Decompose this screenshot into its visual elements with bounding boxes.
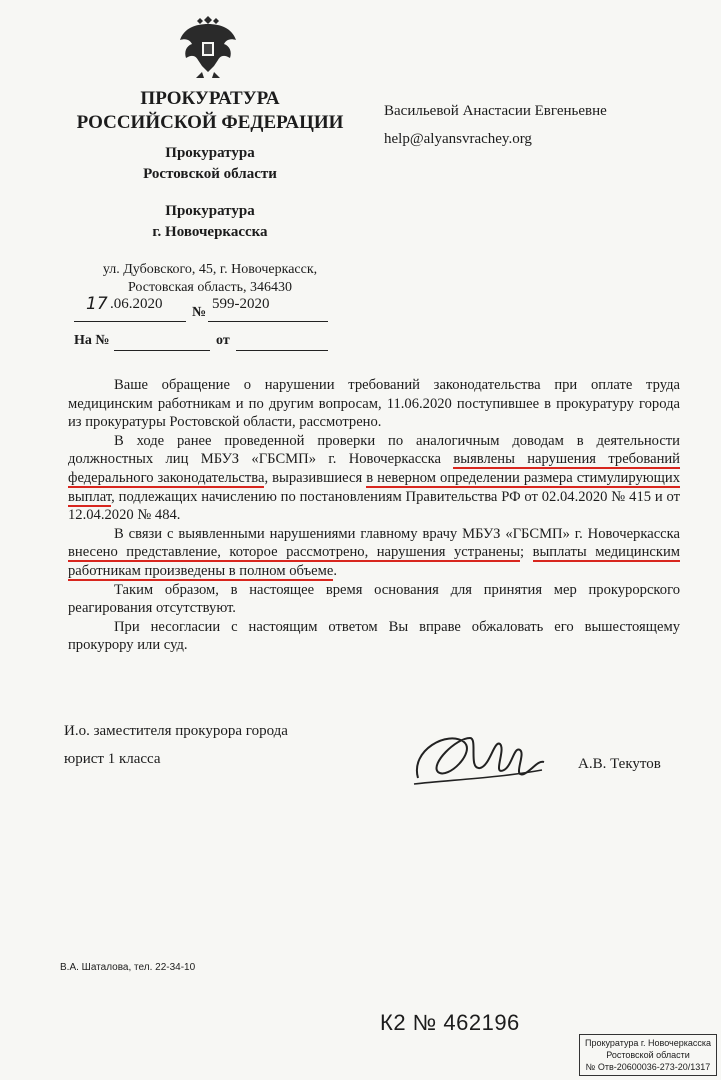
highlight-violations-found: выявлены нарушения требований федерального законодательства [68,451,680,486]
signatory-name: А.В. Текутов [578,756,661,772]
address-line2: Ростовская область, 346430 [127,280,293,295]
address-line1: ул. Дубовского, 45, г. Новочеркасск, [102,262,318,277]
org-title-line2: РОССИЙСКОЙ ФЕДЕРАЦИИ [76,112,344,133]
coat-of-arms-icon [178,10,238,78]
regional-office-line2: Ростовской области [143,166,277,182]
org-title-line1: ПРОКУРАТУРА [140,88,280,109]
handwritten-signature [408,720,548,796]
letter-body [68,376,680,655]
paragraph-2: В ходе ранее проведенной проверки по аналогичным доводам в деятельности должностных лиц МБУЗ «ГБСМП» г. Новочеркасска выявлены нарушения требований федерального законодательства, выразившиеся в неверном определении размера стимулирующих выплат, подлежащих начислению по постановлениям Правительства РФ от 02.04.2020 № 415 и от 12.04.2020 № 484. [68,432,680,524]
highlight-violations-remedied: внесено представление, которое рассмотрено, нарушения устранены [68,544,521,561]
signatory-rank: юрист 1 класса [64,751,161,767]
paragraph-1: Ваше обращение о нарушении требований законодательства при оплате труда медицинским работникам и по другим вопросам, 11.06.2020 поступившее в прокуратуру города из прокуратуры Ростовской области, рассмотрено. [68,377,680,431]
recipient-email: help@alyansvrachey.org [384,131,532,147]
stamp-line2: Ростовской области [606,1050,690,1060]
highlight-payments-made: выплаты медицинским работникам произведены в полном объеме [68,544,680,579]
number-sign: № [192,305,207,320]
stamp-line1: Прокуратура г. Новочеркасска [584,1038,712,1048]
paragraph-5: При несогласии с настоящим ответом Вы вправе обжаловать его вышестоящему прокурору или суд. [68,618,680,654]
paragraph-3: В связи с выявленными нарушениями главному врачу МБУЗ «ГБСМП» г. Новочеркасска внесено представление, которое рассмотрено, нарушения устранены; выплаты медицинским работникам произведены в полном объеме. [68,525,680,579]
city-office-line1: Прокуратура [165,203,255,219]
date-printed: .06.2020 [110,296,163,312]
registration-stamp [579,1034,717,1076]
recipient-name: Васильевой Анастасии Евгеньевне [384,103,607,119]
signatory-title: И.о. заместителя прокурора города [64,723,288,739]
executor-contact: В.А. Шаталова, тел. 22-34-10 [60,962,196,973]
outgoing-number: 599-2020 [212,296,270,312]
reference-date-label: от [216,333,230,348]
reference-label: На № [74,333,110,348]
highlight-incorrect-payments: в неверном определении размера стимулирующих выплат [68,469,680,505]
paragraph-4: Таким образом, в настоящее время основания для принятия мер прокурорского реагирования отсутствуют. [68,581,680,617]
stamp-line3: № Отв-20600036-273-20/1317 [585,1062,711,1072]
form-serial-number: К2 № 462196 [380,1010,520,1035]
city-office-line2: г. Новочеркасска [152,224,268,240]
date-handwritten-day: 17 [86,294,108,314]
regional-office-line1: Прокуратура [165,145,255,161]
